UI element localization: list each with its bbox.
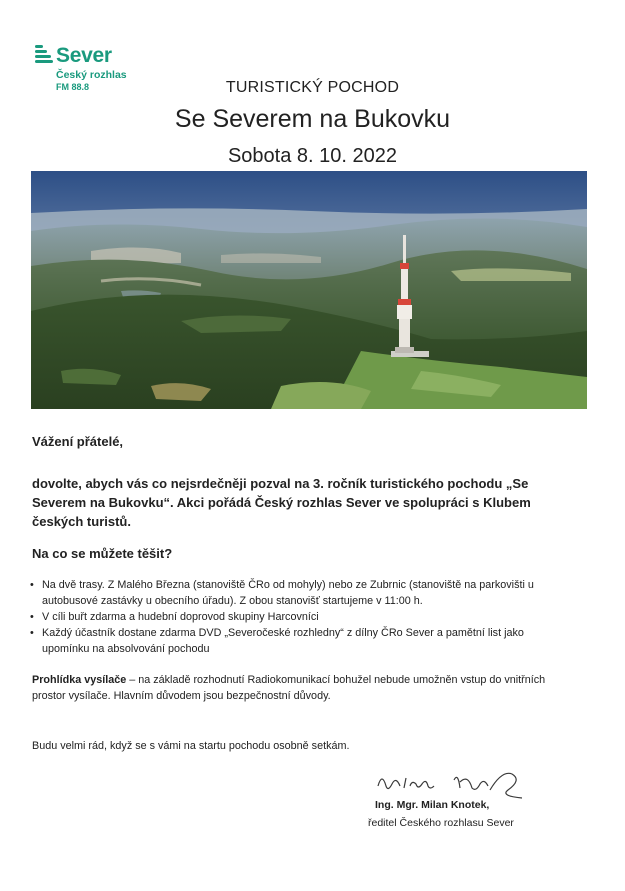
- list-item: • Na dvě trasy. Z Malého Března (stanoviště ČRo od mohyly) nebo ze Zubrnic (stanoviště na parkovišti u autobusové zastávky u obecního úřadu). Z obou stanovišť startujeme v 11:00 h.: [30, 577, 570, 609]
- event-kicker: TURISTICKÝ POCHOD: [225, 79, 400, 96]
- tower-notice-label: Prohlídka vysílače: [32, 674, 127, 686]
- tower-notice-text: – na základě rozhodnutí Radiokomunikací bohužel nebude umožněn vstup do vnitřních prostor vysílače. Hlavním důvodem jsou bezpečnostní důvody.: [32, 674, 546, 702]
- bullet-list: [30, 577, 570, 657]
- section-heading: Na co se můžete těšit?: [32, 546, 173, 561]
- logo-station: Český rozhlas: [56, 69, 127, 81]
- greeting: Vážení přátelé,: [32, 434, 124, 449]
- logo-brand: Sever: [56, 44, 112, 67]
- tower-notice: [32, 672, 567, 704]
- event-date: Sobota 8. 10. 2022: [227, 145, 398, 167]
- logo-frequency: FM 88.8: [56, 82, 90, 92]
- list-item: • V cíli buřt zdarma a hudební doprovod skupiny Harcovníci: [30, 609, 570, 625]
- list-item: • Každý účastník dostane zdarma DVD „Severočeské rozhledny“ z dílny ČRo Sever a pamětní list jako upomínku na absolvování pochodu: [30, 625, 570, 657]
- event-title: Se Severem na Bukovku: [174, 105, 451, 133]
- signer-role: ředitel Českého rozhlasu Sever: [368, 817, 514, 829]
- closing-line: Budu velmi rád, když se s vámi na startu pochodu osobně setkám.: [32, 740, 350, 752]
- handwritten-signature: [372, 764, 532, 804]
- sever-waves-icon: [33, 44, 53, 66]
- intro-paragraph: dovolte, abych vás co nejsrdečněji pozval na 3. ročník turistického pochodu „Se Severem na Bukovku“. Akci pořádá Český rozhlas Sever ve spolupráci s Klubem českých turistů.: [32, 476, 531, 529]
- signer-name: Ing. Mgr. Milan Knotek,: [375, 799, 490, 811]
- aerial-photo: [31, 171, 587, 409]
